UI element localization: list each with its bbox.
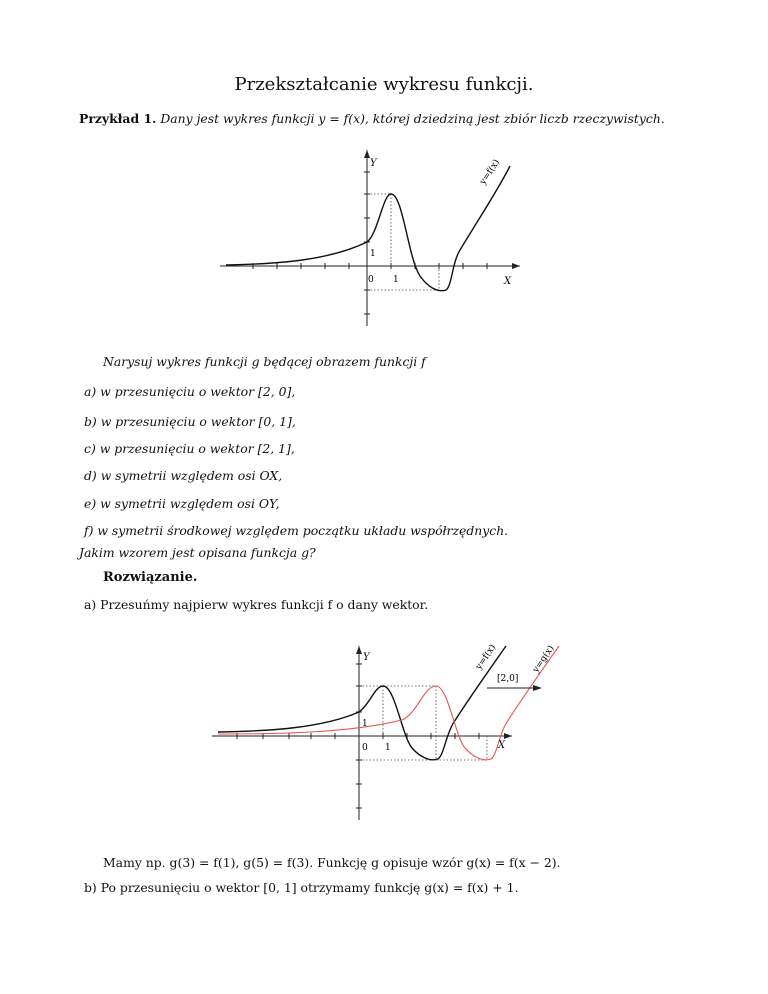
guide-lines xyxy=(367,194,439,290)
solution-a-text: a) Przesuńmy najpierw wykres funkcji f o dany wektor. xyxy=(84,597,429,612)
vector-label: [2,0] xyxy=(497,674,519,684)
x-one-label: 1 xyxy=(385,743,391,753)
vector-arrow-icon xyxy=(533,685,542,691)
task-item-c: c) w przesunięciu o wektor [2, 1], xyxy=(84,441,295,456)
curve-g-label: y=g(x) xyxy=(531,643,557,675)
curve-f xyxy=(226,166,510,291)
x-axis-label: X xyxy=(498,740,506,751)
graph-shift xyxy=(212,640,572,840)
solution-heading: Rozwiązanie. xyxy=(103,570,198,585)
task-intro: Narysuj wykres funkcji g będącej obrazem funkcji f xyxy=(103,354,426,369)
example-statement xyxy=(79,111,665,126)
example-text: Dany jest wykres funkcji y = f(x), której dziedziną jest zbiór liczb rzeczywistych. xyxy=(160,111,665,126)
task-item-e: e) w symetrii względem osi OY, xyxy=(84,496,280,511)
x-axis-label: X xyxy=(504,276,512,287)
x-axis-arrow-icon xyxy=(512,263,520,269)
curve-f-label: y=f(x) xyxy=(474,642,499,672)
task-question: Jakim wzorem jest opisana funkcja g? xyxy=(79,545,316,560)
task-item-b: b) w przesunięciu o wektor [0, 1], xyxy=(84,414,296,429)
solution-b-text: b) Po przesunięciu o wektor [0, 1] otrzymamy funkcję g(x) = f(x) + 1. xyxy=(84,880,519,895)
curve-f-label: y=f(x) xyxy=(478,157,503,187)
y-one-label: 1 xyxy=(362,719,368,729)
y-axis-arrow-icon xyxy=(364,150,370,158)
task-item-f: f) w symetrii środkowej względem początku układu współrzędnych. xyxy=(84,523,509,538)
task-item-a: a) w przesunięciu o wektor [2, 0], xyxy=(84,384,296,399)
y-axis-arrow-icon xyxy=(356,646,362,654)
origin-label: 0 xyxy=(368,275,374,285)
origin-label: 0 xyxy=(362,743,368,753)
y-axis-label: Y xyxy=(370,158,377,169)
graph-f xyxy=(220,148,520,328)
solution-note: Mamy np. g(3) = f(1), g(5) = f(3). Funkcję g opisuje wzór g(x) = f(x − 2). xyxy=(103,855,561,870)
y-axis-label: Y xyxy=(363,652,370,663)
example-label: Przykład 1. xyxy=(79,111,157,126)
x-axis-arrow-icon xyxy=(504,733,512,739)
page-title: Przekształcanie wykresu funkcji. xyxy=(234,74,534,95)
x-one-label: 1 xyxy=(393,275,399,285)
y-one-label: 1 xyxy=(370,249,376,259)
task-item-d: d) w symetrii względem osi OX, xyxy=(84,468,283,483)
